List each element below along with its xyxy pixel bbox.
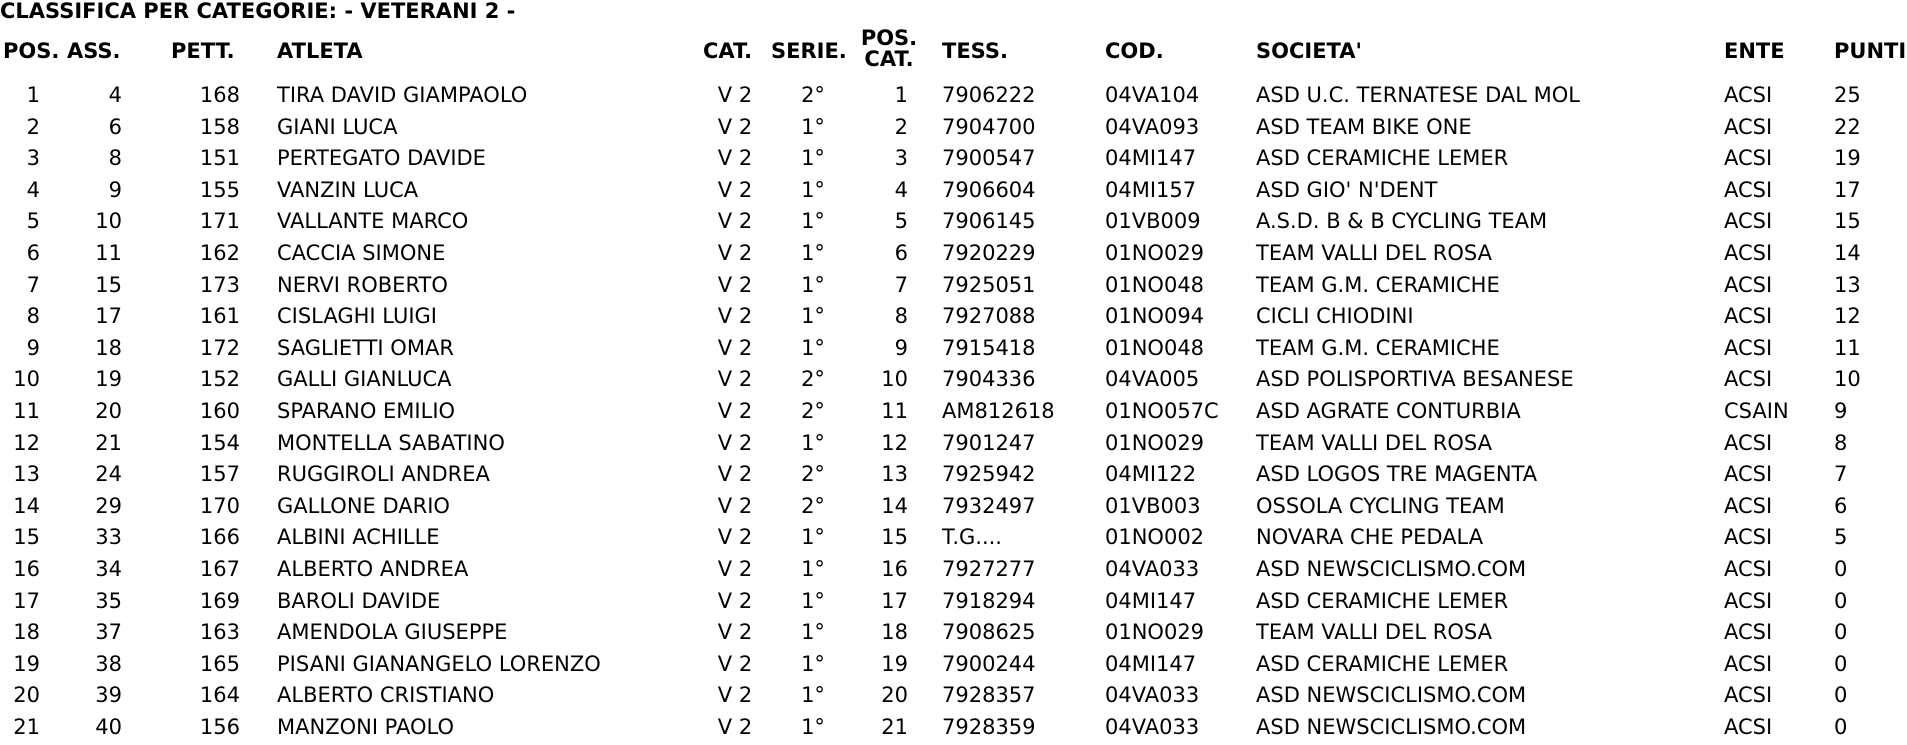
- cell-societa: ASD CERAMICHE LEMER: [1256, 588, 1509, 613]
- cell-punti: 0: [1834, 556, 1848, 581]
- cell-tess: 7925051: [942, 272, 1036, 297]
- cell-tess: 7927088: [942, 304, 1036, 329]
- cell-cod: 04MI147: [1105, 146, 1197, 171]
- cell-ass: 33: [95, 525, 122, 550]
- cell-atleta: NERVI ROBERTO: [277, 272, 448, 297]
- cell-serie: 1°: [801, 146, 825, 171]
- cell-ass: 21: [95, 430, 122, 455]
- cell-atleta: VANZIN LUCA: [277, 177, 419, 202]
- cell-poscat: 20: [881, 683, 908, 708]
- cell-ass: 4: [108, 83, 122, 107]
- cell-societa: ASD NEWSCICLISMO.COM: [1256, 556, 1527, 581]
- cell-cod: 04MI122: [1105, 462, 1197, 487]
- cell-ass: 29: [95, 493, 122, 518]
- cell-ass: 24: [95, 462, 122, 487]
- cell-tess: 7928359: [942, 714, 1036, 739]
- cell-poscat: 15: [881, 525, 908, 550]
- cell-cat: V 2: [717, 272, 753, 297]
- header-societa: SOCIETA': [1256, 39, 1362, 63]
- cell-punti: 11: [1834, 335, 1861, 360]
- cell-cod: 04VA104: [1105, 83, 1200, 107]
- cell-societa: TEAM G.M. CERAMICHE: [1256, 335, 1500, 360]
- cell-serie: 1°: [801, 714, 825, 739]
- cell-ente: ACSI: [1724, 304, 1773, 329]
- cell-ass: 38: [95, 651, 122, 676]
- cell-pett: 152: [199, 367, 240, 392]
- cell-pett: 173: [199, 272, 240, 297]
- table-row: [0, 208, 1907, 240]
- cell-cat: V 2: [717, 714, 753, 739]
- cell-atleta: CISLAGHI LUIGI: [277, 304, 437, 329]
- cell-punti: 9: [1834, 398, 1848, 423]
- cell-pett: 156: [199, 714, 240, 739]
- cell-societa: ASD TEAM BIKE ONE: [1256, 114, 1472, 139]
- cell-ass: 19: [95, 367, 122, 392]
- cell-pett: 160: [199, 398, 240, 423]
- cell-poscat: 7: [894, 272, 908, 297]
- table-row: [0, 430, 1907, 462]
- header-pos-cat: [860, 28, 918, 70]
- cell-pos: 4: [26, 177, 40, 202]
- cell-punti: 7: [1834, 462, 1848, 487]
- cell-societa: CICLI CHIODINI: [1256, 304, 1414, 329]
- cell-atleta: BAROLI DAVIDE: [277, 588, 441, 613]
- cell-serie: 2°: [801, 462, 825, 487]
- cell-ente: ACSI: [1724, 83, 1773, 107]
- cell-pos: 20: [13, 683, 40, 708]
- cell-pos: 8: [26, 304, 40, 329]
- cell-pos: 13: [13, 462, 40, 487]
- cell-atleta: AMENDOLA GIUSEPPE: [277, 620, 508, 645]
- cell-ente: ACSI: [1724, 272, 1773, 297]
- table-row: [0, 493, 1907, 525]
- cell-serie: 1°: [801, 620, 825, 645]
- cell-punti: 8: [1834, 430, 1848, 455]
- cell-tess: 7932497: [942, 493, 1036, 518]
- cell-cod: 04VA033: [1105, 683, 1200, 708]
- cell-ente: ACSI: [1724, 335, 1773, 360]
- cell-cat: V 2: [717, 588, 753, 613]
- cell-tess: 7915418: [942, 335, 1036, 360]
- cell-ente: ACSI: [1724, 493, 1773, 518]
- cell-tess: AM812618: [942, 398, 1055, 423]
- cell-tess: 7900547: [942, 146, 1036, 171]
- cell-tess: 7900244: [942, 651, 1036, 676]
- cell-cat: V 2: [717, 493, 753, 518]
- cell-pett: 157: [199, 462, 240, 487]
- cell-atleta: ALBERTO ANDREA: [277, 556, 469, 581]
- cell-societa: TEAM VALLI DEL ROSA: [1256, 620, 1492, 645]
- table-row: [0, 524, 1907, 556]
- cell-pett: 151: [199, 146, 240, 171]
- cell-poscat: 5: [894, 209, 908, 234]
- cell-poscat: 21: [881, 714, 908, 739]
- cell-pos: 7: [26, 272, 40, 297]
- cell-pos: 11: [13, 398, 40, 423]
- cell-cat: V 2: [717, 398, 753, 423]
- cell-cod: 01NO002: [1105, 525, 1205, 550]
- cell-punti: 0: [1834, 620, 1848, 645]
- cell-serie: 1°: [801, 304, 825, 329]
- cell-pos: 12: [13, 430, 40, 455]
- cell-pos: 16: [13, 556, 40, 581]
- cell-societa: ASD NEWSCICLISMO.COM: [1256, 714, 1527, 739]
- cell-pos: 9: [26, 335, 40, 360]
- cell-cod: 01NO048: [1105, 272, 1205, 297]
- cell-ente: ACSI: [1724, 620, 1773, 645]
- cell-cod: 04VA005: [1105, 367, 1200, 392]
- cell-tess: 7927277: [942, 556, 1036, 581]
- cell-poscat: 11: [881, 398, 908, 423]
- cell-punti: 0: [1834, 651, 1848, 676]
- table-row: [0, 398, 1907, 430]
- cell-pett: 154: [199, 430, 240, 455]
- table-row: [0, 82, 1907, 114]
- cell-societa: ASD U.C. TERNATESE DAL MOL: [1256, 83, 1580, 107]
- cell-societa: ASD POLISPORTIVA BESANESE: [1256, 367, 1574, 392]
- cell-cat: V 2: [717, 620, 753, 645]
- cell-punti: 17: [1834, 177, 1861, 202]
- header-cat: CAT.: [703, 39, 753, 63]
- page-title: CLASSIFICA PER CATEGORIE: - VETERANI 2 -: [0, 0, 516, 23]
- cell-serie: 1°: [801, 556, 825, 581]
- table-row: [0, 682, 1907, 714]
- cell-ente: ACSI: [1724, 146, 1773, 171]
- cell-cod: 04VA093: [1105, 114, 1200, 139]
- cell-serie: 1°: [801, 335, 825, 360]
- cell-pos: 18: [13, 620, 40, 645]
- cell-tess: 7904700: [942, 114, 1036, 139]
- cell-atleta: SAGLIETTI OMAR: [277, 335, 454, 360]
- cell-cod: 01VB003: [1105, 493, 1201, 518]
- table-row: [0, 556, 1907, 588]
- cell-pos: 21: [13, 714, 40, 739]
- cell-cat: V 2: [717, 430, 753, 455]
- table-row: [0, 114, 1907, 146]
- table-row: [0, 461, 1907, 493]
- cell-ente: ACSI: [1724, 556, 1773, 581]
- cell-ass: 6: [108, 114, 122, 139]
- cell-cat: V 2: [717, 209, 753, 234]
- cell-punti: 10: [1834, 367, 1861, 392]
- cell-poscat: 6: [894, 240, 908, 265]
- cell-societa: A.S.D. B & B CYCLING TEAM: [1256, 209, 1548, 234]
- cell-cod: 01NO029: [1105, 430, 1205, 455]
- header-pett: PETT.: [171, 39, 235, 63]
- cell-pos: 6: [26, 240, 40, 265]
- cell-cod: 01NO029: [1105, 240, 1205, 265]
- cell-serie: 1°: [801, 177, 825, 202]
- header-tess: TESS.: [942, 39, 1008, 63]
- cell-atleta: PERTEGATO DAVIDE: [277, 146, 486, 171]
- cell-ente: CSAIN: [1724, 398, 1789, 423]
- cell-cat: V 2: [717, 367, 753, 392]
- cell-atleta: GIANI LUCA: [277, 114, 398, 139]
- cell-pett: 166: [199, 525, 240, 550]
- cell-ente: ACSI: [1724, 651, 1773, 676]
- cell-pett: 172: [199, 335, 240, 360]
- cell-punti: 5: [1834, 525, 1848, 550]
- cell-poscat: 12: [881, 430, 908, 455]
- cell-cat: V 2: [717, 177, 753, 202]
- cell-poscat: 2: [894, 114, 908, 139]
- cell-ente: ACSI: [1724, 462, 1773, 487]
- cell-serie: 1°: [801, 240, 825, 265]
- cell-cat: V 2: [717, 556, 753, 581]
- cell-cod: 04VA033: [1105, 714, 1200, 739]
- cell-tess: 7908625: [942, 620, 1036, 645]
- header-cod: COD.: [1105, 39, 1164, 63]
- cell-ass: 39: [95, 683, 122, 708]
- cell-cat: V 2: [717, 240, 753, 265]
- cell-punti: 0: [1834, 588, 1848, 613]
- cell-pos: 19: [13, 651, 40, 676]
- cell-atleta: GALLONE DARIO: [277, 493, 450, 518]
- cell-pos: 2: [26, 114, 40, 139]
- cell-punti: 13: [1834, 272, 1861, 297]
- header-pos-cat-line2: CAT.: [864, 47, 914, 71]
- cell-cod: 04MI147: [1105, 651, 1197, 676]
- table-row: [0, 588, 1907, 620]
- cell-societa: ASD GIO' N'DENT: [1256, 177, 1438, 202]
- cell-pos: 10: [13, 367, 40, 392]
- cell-poscat: 4: [894, 177, 908, 202]
- cell-punti: 15: [1834, 209, 1861, 234]
- cell-ass: 11: [95, 240, 122, 265]
- cell-tess: 7906222: [942, 83, 1036, 107]
- table-row: [0, 177, 1907, 209]
- cell-ass: 40: [95, 714, 122, 739]
- cell-ente: ACSI: [1724, 367, 1773, 392]
- cell-atleta: MANZONI PAOLO: [277, 714, 455, 739]
- cell-tess: 7906604: [942, 177, 1036, 202]
- cell-serie: 2°: [801, 398, 825, 423]
- results-table-body: [0, 82, 1907, 745]
- cell-poscat: 1: [894, 83, 908, 107]
- cell-cod: 01NO029: [1105, 620, 1205, 645]
- cell-cod: 01NO048: [1105, 335, 1205, 360]
- cell-ente: ACSI: [1724, 209, 1773, 234]
- cell-ente: ACSI: [1724, 430, 1773, 455]
- cell-pett: 155: [199, 177, 240, 202]
- cell-atleta: CACCIA SIMONE: [277, 240, 446, 265]
- cell-poscat: 17: [881, 588, 908, 613]
- cell-punti: 6: [1834, 493, 1848, 518]
- cell-ente: ACSI: [1724, 114, 1773, 139]
- cell-serie: 1°: [801, 525, 825, 550]
- cell-ass: 20: [95, 398, 122, 423]
- cell-serie: 1°: [801, 114, 825, 139]
- table-row: [0, 619, 1907, 651]
- cell-atleta: SPARANO EMILIO: [277, 398, 456, 423]
- cell-atleta: GALLI GIANLUCA: [277, 367, 452, 392]
- cell-cat: V 2: [717, 114, 753, 139]
- cell-cat: V 2: [717, 462, 753, 487]
- cell-societa: ASD CERAMICHE LEMER: [1256, 651, 1509, 676]
- cell-ass: 10: [95, 209, 122, 234]
- cell-pett: 168: [199, 83, 240, 107]
- header-serie: SERIE.: [771, 39, 847, 63]
- cell-societa: ASD LOGOS TRE MAGENTA: [1256, 462, 1538, 487]
- cell-poscat: 14: [881, 493, 908, 518]
- cell-serie: 2°: [801, 83, 825, 107]
- cell-societa: TEAM G.M. CERAMICHE: [1256, 272, 1500, 297]
- cell-tess: 7920229: [942, 240, 1036, 265]
- cell-cod: 04MI157: [1105, 177, 1197, 202]
- cell-pett: 171: [199, 209, 240, 234]
- cell-societa: TEAM VALLI DEL ROSA: [1256, 240, 1492, 265]
- cell-atleta: PISANI GIANANGELO LORENZO: [277, 651, 601, 676]
- cell-ass: 17: [95, 304, 122, 329]
- cell-poscat: 13: [881, 462, 908, 487]
- cell-cod: 01VB009: [1105, 209, 1201, 234]
- cell-cat: V 2: [717, 525, 753, 550]
- cell-ass: 8: [108, 146, 122, 171]
- cell-societa: ASD AGRATE CONTURBIA: [1256, 398, 1521, 423]
- table-row: [0, 145, 1907, 177]
- cell-tess: 7928357: [942, 683, 1036, 708]
- cell-ente: ACSI: [1724, 714, 1773, 739]
- cell-cat: V 2: [717, 146, 753, 171]
- cell-poscat: 9: [894, 335, 908, 360]
- cell-serie: 1°: [801, 683, 825, 708]
- cell-atleta: ALBERTO CRISTIANO: [277, 683, 495, 708]
- cell-atleta: TIRA DAVID GIAMPAOLO: [277, 83, 528, 107]
- cell-cod: 04VA033: [1105, 556, 1200, 581]
- cell-societa: NOVARA CHE PEDALA: [1256, 525, 1484, 550]
- cell-ass: 18: [95, 335, 122, 360]
- cell-cod: 01NO057C: [1105, 398, 1219, 423]
- cell-punti: 0: [1834, 683, 1848, 708]
- table-row: [0, 240, 1907, 272]
- table-row: [0, 366, 1907, 398]
- cell-societa: ASD CERAMICHE LEMER: [1256, 146, 1509, 171]
- cell-pos: 1: [26, 83, 40, 107]
- cell-atleta: VALLANTE MARCO: [277, 209, 469, 234]
- cell-serie: 1°: [801, 430, 825, 455]
- header-pos: POS.: [3, 39, 60, 63]
- cell-cat: V 2: [717, 651, 753, 676]
- cell-punti: 25: [1834, 83, 1861, 107]
- header-atleta: ATLETA: [277, 39, 363, 63]
- cell-serie: 1°: [801, 588, 825, 613]
- cell-tess: 7904336: [942, 367, 1036, 392]
- cell-serie: 1°: [801, 209, 825, 234]
- cell-cod: 01NO094: [1105, 304, 1205, 329]
- cell-ass: 35: [95, 588, 122, 613]
- cell-ass: 34: [95, 556, 122, 581]
- cell-punti: 0: [1834, 714, 1848, 739]
- cell-pos: 15: [13, 525, 40, 550]
- cell-ente: ACSI: [1724, 683, 1773, 708]
- cell-ente: ACSI: [1724, 588, 1773, 613]
- cell-pett: 164: [199, 683, 240, 708]
- cell-tess: 7901247: [942, 430, 1036, 455]
- cell-poscat: 16: [881, 556, 908, 581]
- cell-pos: 3: [26, 146, 40, 171]
- cell-pett: 162: [199, 240, 240, 265]
- cell-pett: 169: [199, 588, 240, 613]
- cell-serie: 1°: [801, 651, 825, 676]
- cell-punti: 12: [1834, 304, 1861, 329]
- cell-pett: 170: [199, 493, 240, 518]
- cell-serie: 2°: [801, 493, 825, 518]
- table-row: [0, 335, 1907, 367]
- cell-poscat: 10: [881, 367, 908, 392]
- cell-tess: T.G....: [942, 525, 1002, 550]
- cell-ass: 37: [95, 620, 122, 645]
- cell-punti: 19: [1834, 146, 1861, 171]
- cell-atleta: MONTELLA SABATINO: [277, 430, 505, 455]
- cell-punti: 14: [1834, 240, 1861, 265]
- cell-tess: 7925942: [942, 462, 1036, 487]
- cell-serie: 2°: [801, 367, 825, 392]
- cell-cat: V 2: [717, 304, 753, 329]
- cell-societa: TEAM VALLI DEL ROSA: [1256, 430, 1492, 455]
- cell-atleta: ALBINI ACHILLE: [277, 525, 440, 550]
- cell-ente: ACSI: [1724, 525, 1773, 550]
- cell-pett: 163: [199, 620, 240, 645]
- cell-ente: ACSI: [1724, 240, 1773, 265]
- cell-cat: V 2: [717, 683, 753, 708]
- table-row: [0, 651, 1907, 683]
- table-row: [0, 303, 1907, 335]
- cell-cat: V 2: [717, 83, 753, 107]
- cell-atleta: RUGGIROLI ANDREA: [277, 462, 490, 487]
- cell-pos: 5: [26, 209, 40, 234]
- header-punti: PUNTI: [1834, 39, 1907, 63]
- cell-tess: 7906145: [942, 209, 1036, 234]
- cell-cod: 04MI147: [1105, 588, 1197, 613]
- cell-pos: 14: [13, 493, 40, 518]
- cell-serie: 1°: [801, 272, 825, 297]
- cell-cat: V 2: [717, 335, 753, 360]
- cell-tess: 7918294: [942, 588, 1036, 613]
- cell-ente: ACSI: [1724, 177, 1773, 202]
- cell-poscat: 3: [894, 146, 908, 171]
- header-ente: ENTE: [1724, 39, 1785, 63]
- cell-pett: 161: [199, 304, 240, 329]
- table-row: [0, 272, 1907, 304]
- header-pos-cat-line1: POS.: [860, 26, 918, 50]
- cell-societa: OSSOLA CYCLING TEAM: [1256, 493, 1505, 518]
- table-row: [0, 714, 1907, 745]
- cell-societa: ASD NEWSCICLISMO.COM: [1256, 683, 1527, 708]
- cell-poscat: 18: [881, 620, 908, 645]
- cell-poscat: 8: [894, 304, 908, 329]
- cell-pett: 167: [199, 556, 240, 581]
- cell-pos: 17: [13, 588, 40, 613]
- cell-pett: 165: [199, 651, 240, 676]
- cell-punti: 22: [1834, 114, 1861, 139]
- cell-pett: 158: [199, 114, 240, 139]
- cell-ass: 9: [108, 177, 122, 202]
- cell-ass: 15: [95, 272, 122, 297]
- cell-poscat: 19: [881, 651, 908, 676]
- header-ass: ASS.: [67, 39, 121, 63]
